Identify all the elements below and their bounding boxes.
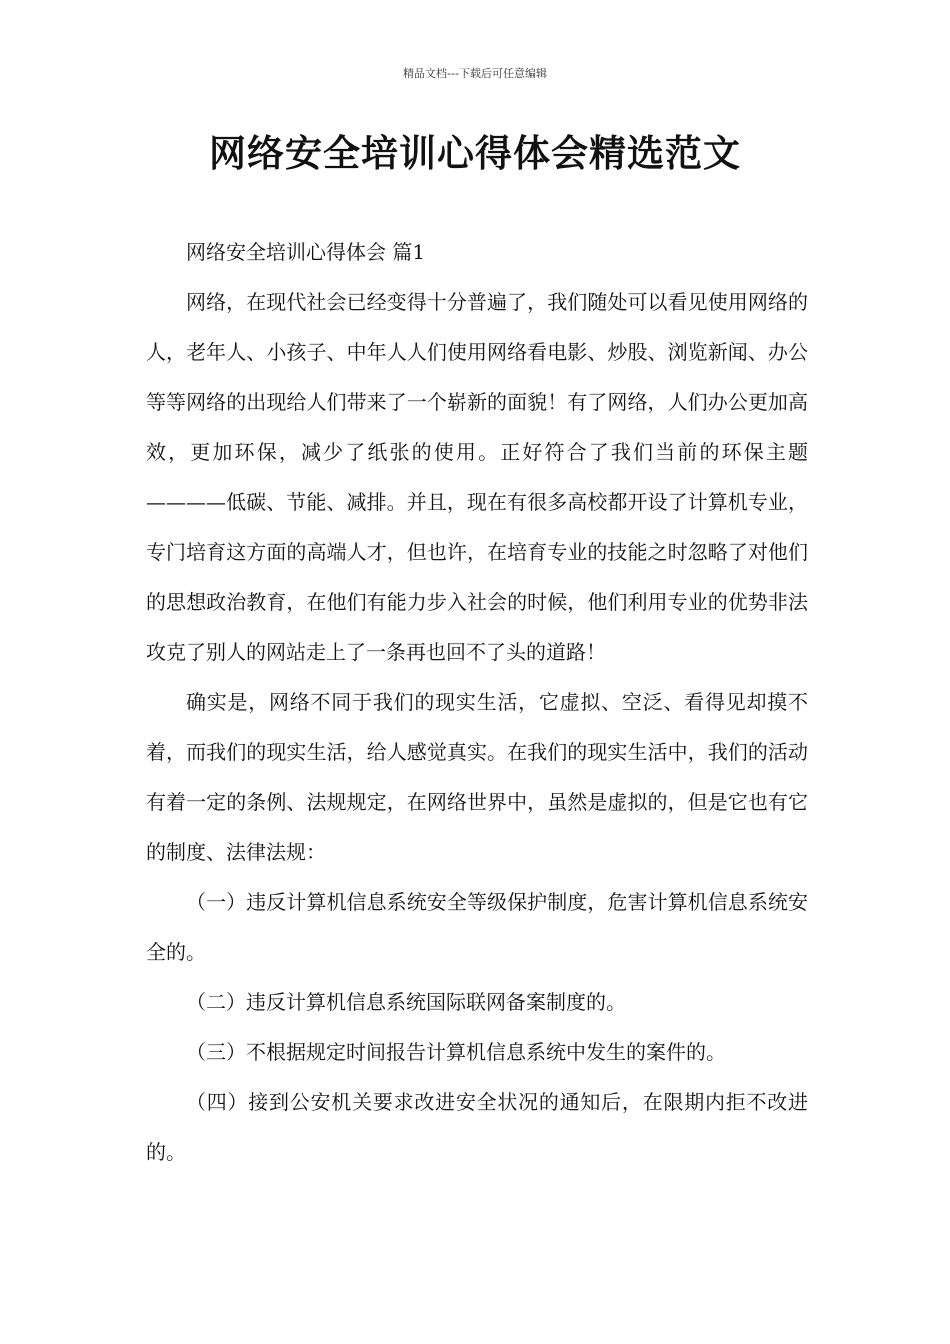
document-title: 网络安全培训心得体会精选范文: [209, 132, 741, 175]
list-item-2: （二）违反计算机信息系统国际联网备案制度的。: [186, 990, 626, 1014]
list-item-4: （四）接到公安机关要求改进安全状况的通知后，在限期内拒不改进的。: [146, 1090, 808, 1164]
document-body: [146, 227, 808, 1177]
header-note: 精品文档---下载后可任意编辑: [403, 67, 547, 80]
section-heading: 网络安全培训心得体会 篇1: [186, 240, 426, 264]
list-item-1: （一）违反计算机信息系统安全等级保护制度，危害计算机信息系统安全的。: [146, 890, 808, 964]
paragraph-2: 确实是，网络不同于我们的现实生活，它虚拟、空泛、看得见却摸不着，而我们的现实生活，给人感觉真实。在我们的现实生活中，我们的活动有着一定的条例、法规规定，在网络世界中，虽然是虚拟的，但是它也有它的制度、法律法规：: [146, 690, 808, 864]
list-item-3: （三）不根据规定时间报告计算机信息系统中发生的案件的。: [186, 1040, 726, 1064]
paragraph-1: 网络，在现代社会已经变得十分普遍了，我们随处可以看见使用网络的人，老年人、小孩子、中年人人们使用网络看电影、炒股、浏览新闻、办公等等网络的出现给人们带来了一个崭新的面貌！有了网络，人们办公更加高效，更加环保，减少了纸张的使用。正好符合了我们当前的环保主题————低碳、节能、减排。并且，现在有很多高校都开设了计算机专业，专门培育这方面的高端人才，但也许，在培育专业的技能之时忽略了对他们的思想政治教育，在他们有能力步入社会的时候，他们利用专业的优势非法攻克了别人的网站走上了一条再也回不了头的道路！: [146, 290, 808, 664]
